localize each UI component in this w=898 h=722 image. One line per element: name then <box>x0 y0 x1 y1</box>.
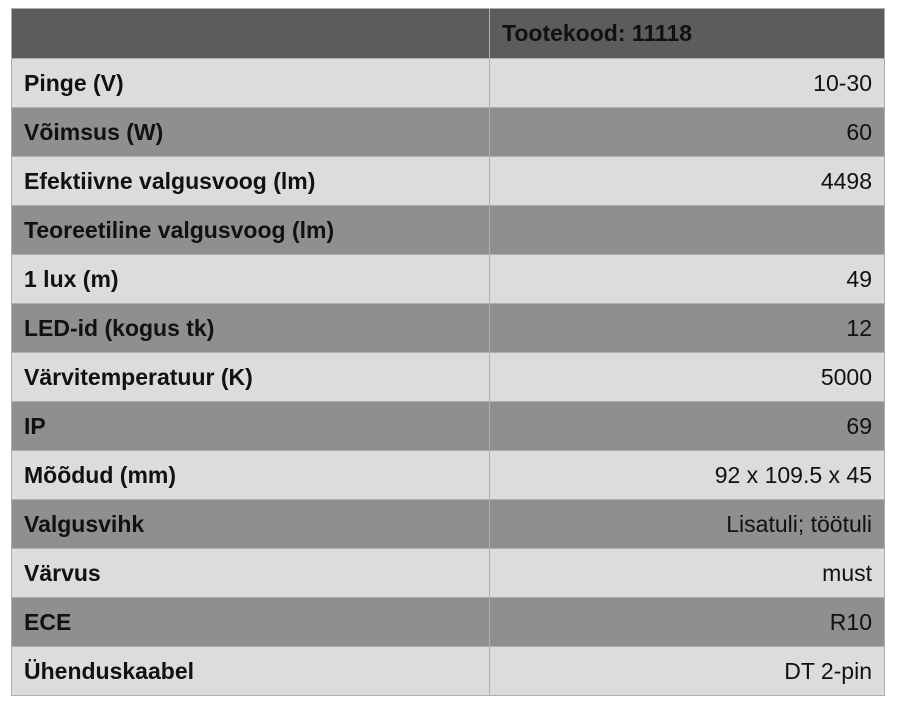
row-value: 12 <box>490 304 885 353</box>
row-value: R10 <box>490 598 885 647</box>
row-label: 1 lux (m) <box>12 255 490 304</box>
table-row <box>12 549 885 598</box>
row-value: 69 <box>490 402 885 451</box>
row-label: Värvus <box>12 549 490 598</box>
row-label: Pinge (V) <box>12 59 490 108</box>
row-label: ECE <box>12 598 490 647</box>
table-header-row <box>12 9 885 59</box>
table-row <box>12 108 885 157</box>
row-value: 10-30 <box>490 59 885 108</box>
table-row <box>12 157 885 206</box>
row-label: LED-id (kogus tk) <box>12 304 490 353</box>
header-cell-left <box>12 9 490 59</box>
row-label: Ühenduskaabel <box>12 647 490 696</box>
table-row <box>12 353 885 402</box>
row-label: Efektiivne valgusvoog (lm) <box>12 157 490 206</box>
row-label: Mõõdud (mm) <box>12 451 490 500</box>
table-row <box>12 500 885 549</box>
spec-table <box>11 8 885 696</box>
row-label: Värvitemperatuur (K) <box>12 353 490 402</box>
row-value: DT 2-pin <box>490 647 885 696</box>
row-value: 60 <box>490 108 885 157</box>
row-value: 4498 <box>490 157 885 206</box>
row-value: Lisatuli; töötuli <box>490 500 885 549</box>
table-row <box>12 304 885 353</box>
table-row <box>12 59 885 108</box>
table-row <box>12 647 885 696</box>
row-value: 92 x 109.5 x 45 <box>490 451 885 500</box>
table-row <box>12 255 885 304</box>
row-value <box>490 206 885 255</box>
row-label: Võimsus (W) <box>12 108 490 157</box>
row-label: Valgusvihk <box>12 500 490 549</box>
row-value: must <box>490 549 885 598</box>
product-code-header: Tootekood: 11118 <box>490 9 885 59</box>
table-row <box>12 402 885 451</box>
row-value: 5000 <box>490 353 885 402</box>
row-value: 49 <box>490 255 885 304</box>
row-label: Teoreetiline valgusvoog (lm) <box>12 206 490 255</box>
table-row <box>12 598 885 647</box>
row-label: IP <box>12 402 490 451</box>
table-row <box>12 451 885 500</box>
table-row <box>12 206 885 255</box>
